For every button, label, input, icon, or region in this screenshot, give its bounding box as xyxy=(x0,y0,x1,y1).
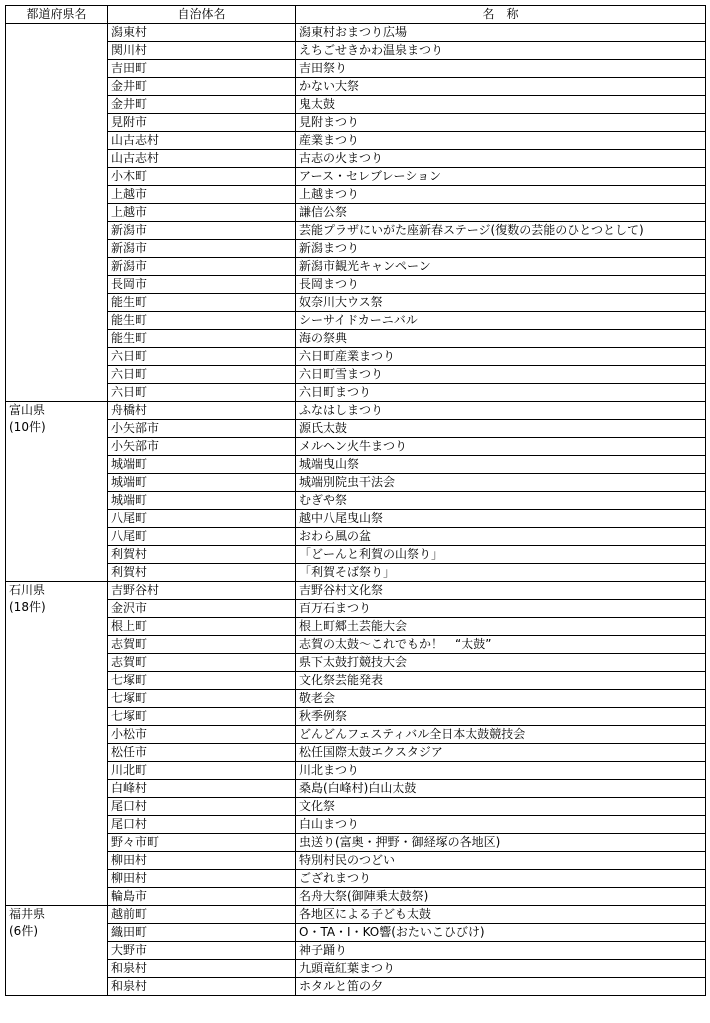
table-row xyxy=(6,726,706,744)
prefecture-cell xyxy=(6,582,108,906)
table-row xyxy=(6,834,706,852)
municipality-cell: 金井町 xyxy=(108,96,296,114)
prefecture-cell xyxy=(6,906,108,996)
table-row xyxy=(6,60,706,78)
municipality-cell: 城端町 xyxy=(108,474,296,492)
municipality-cell: 見附市 xyxy=(108,114,296,132)
event-name-cell: 吉田祭り xyxy=(296,60,706,78)
municipality-cell: 越前町 xyxy=(108,906,296,924)
event-name-cell: 「どーんと利賀の山祭り」 xyxy=(296,546,706,564)
municipality-cell: 六日町 xyxy=(108,348,296,366)
event-name-cell: 源氏太鼓 xyxy=(296,420,706,438)
municipality-cell: 柳田村 xyxy=(108,870,296,888)
municipality-cell: 八尾町 xyxy=(108,528,296,546)
municipality-cell: 能生町 xyxy=(108,294,296,312)
municipality-cell: 七塚町 xyxy=(108,708,296,726)
municipality-cell: 吉野谷村 xyxy=(108,582,296,600)
event-name-cell: 長岡まつり xyxy=(296,276,706,294)
event-name-cell: 志賀の太鼓～これでもか！ “太鼓” xyxy=(296,636,706,654)
municipality-cell: 金井町 xyxy=(108,78,296,96)
header-event-name: 名 称 xyxy=(296,6,706,24)
table-row xyxy=(6,348,706,366)
municipality-cell: 小松市 xyxy=(108,726,296,744)
table-row xyxy=(6,564,706,582)
municipality-cell: 上越市 xyxy=(108,204,296,222)
municipality-cell: 白峰村 xyxy=(108,780,296,798)
municipality-cell: 長岡市 xyxy=(108,276,296,294)
event-name-cell: 鬼太鼓 xyxy=(296,96,706,114)
event-name-cell: 川北まつり xyxy=(296,762,706,780)
table-row xyxy=(6,78,706,96)
event-name-cell: 産業まつり xyxy=(296,132,706,150)
municipality-cell: 野々市町 xyxy=(108,834,296,852)
table-row xyxy=(6,186,706,204)
table-row xyxy=(6,222,706,240)
prefecture-name: 富山県 xyxy=(9,403,46,417)
municipality-cell: 上越市 xyxy=(108,186,296,204)
table-row xyxy=(6,960,706,978)
event-name-cell: 白山まつり xyxy=(296,816,706,834)
event-name-cell: 文化祭 xyxy=(296,798,706,816)
municipality-cell: 城端町 xyxy=(108,492,296,510)
table-row xyxy=(6,474,706,492)
event-name-cell: かない大祭 xyxy=(296,78,706,96)
municipality-cell: 吉田町 xyxy=(108,60,296,78)
prefecture-count: (18件) xyxy=(9,600,46,614)
table-row xyxy=(6,438,706,456)
event-name-cell: 松任国際太鼓エクスタジア xyxy=(296,744,706,762)
table-row xyxy=(6,942,706,960)
table-row xyxy=(6,906,706,924)
event-name-cell: 見附まつり xyxy=(296,114,706,132)
festival-table xyxy=(5,5,706,996)
table-row xyxy=(6,762,706,780)
table-row xyxy=(6,42,706,60)
prefecture-cell xyxy=(6,402,108,582)
event-name-cell: アース・セレブレーション xyxy=(296,168,706,186)
event-name-cell: 六日町雪まつり xyxy=(296,366,706,384)
municipality-cell: 志賀町 xyxy=(108,636,296,654)
event-name-cell: えちごせきかわ温泉まつり xyxy=(296,42,706,60)
municipality-cell: 利賀村 xyxy=(108,546,296,564)
municipality-cell: 山古志村 xyxy=(108,132,296,150)
table-row xyxy=(6,366,706,384)
event-name-cell: 新潟市観光キャンペーン xyxy=(296,258,706,276)
municipality-cell: 能生町 xyxy=(108,312,296,330)
table-row xyxy=(6,402,706,420)
event-name-cell: 新潟まつり xyxy=(296,240,706,258)
table-row xyxy=(6,690,706,708)
event-name-cell: 文化祭芸能発表 xyxy=(296,672,706,690)
municipality-cell: 根上町 xyxy=(108,618,296,636)
municipality-cell: 小矢部市 xyxy=(108,438,296,456)
event-name-cell: 「利賀そば祭り」 xyxy=(296,564,706,582)
prefecture-count: (6件) xyxy=(9,924,38,938)
table-row xyxy=(6,636,706,654)
table-row xyxy=(6,600,706,618)
table-row xyxy=(6,708,706,726)
table-row xyxy=(6,420,706,438)
municipality-cell: 織田町 xyxy=(108,924,296,942)
header-prefecture: 都道府県名 xyxy=(6,6,108,24)
table-row xyxy=(6,654,706,672)
event-name-cell: 奴奈川大ウス祭 xyxy=(296,294,706,312)
table-row xyxy=(6,528,706,546)
event-name-cell: 越中八尾曳山祭 xyxy=(296,510,706,528)
event-name-cell: むぎや祭 xyxy=(296,492,706,510)
municipality-cell: 七塚町 xyxy=(108,672,296,690)
event-name-cell: 桑島(白峰村)白山太鼓 xyxy=(296,780,706,798)
table-row xyxy=(6,24,706,42)
event-name-cell: 六日町まつり xyxy=(296,384,706,402)
municipality-cell: 新潟市 xyxy=(108,258,296,276)
event-name-cell: 虫送り(富奥・押野・御経塚の各地区) xyxy=(296,834,706,852)
table-row xyxy=(6,978,706,996)
municipality-cell: 利賀村 xyxy=(108,564,296,582)
table-row xyxy=(6,582,706,600)
table-row xyxy=(6,204,706,222)
event-name-cell: 城端曳山祭 xyxy=(296,456,706,474)
event-name-cell: 神子踊り xyxy=(296,942,706,960)
event-name-cell: メルヘン火牛まつり xyxy=(296,438,706,456)
event-name-cell: 古志の火まつり xyxy=(296,150,706,168)
event-name-cell: 敬老会 xyxy=(296,690,706,708)
event-name-cell: O・TA・I・KO響(おたいこひびけ) xyxy=(296,924,706,942)
event-name-cell: 吉野谷村文化祭 xyxy=(296,582,706,600)
municipality-cell: 六日町 xyxy=(108,384,296,402)
event-name-cell: どんどんフェスティバル全日本太鼓競技会 xyxy=(296,726,706,744)
event-name-cell: 九頭竜紅葉まつり xyxy=(296,960,706,978)
municipality-cell: 潟東村 xyxy=(108,24,296,42)
event-name-cell: 名舟大祭(御陣乗太鼓祭) xyxy=(296,888,706,906)
municipality-cell: 松任市 xyxy=(108,744,296,762)
prefecture-cell xyxy=(6,24,108,402)
prefecture-name: 福井県 xyxy=(9,907,46,921)
event-name-cell: 芸能プラザにいがた座新春ステージ(復数の芸能のひとつとして) xyxy=(296,222,706,240)
municipality-cell: 大野市 xyxy=(108,942,296,960)
table-row xyxy=(6,510,706,528)
table-row xyxy=(6,456,706,474)
municipality-cell: 六日町 xyxy=(108,366,296,384)
table-row xyxy=(6,150,706,168)
table-row xyxy=(6,888,706,906)
table-row xyxy=(6,672,706,690)
table-row xyxy=(6,618,706,636)
table-row xyxy=(6,852,706,870)
municipality-cell: 小矢部市 xyxy=(108,420,296,438)
event-name-cell: 潟東村おまつり広場 xyxy=(296,24,706,42)
table-row xyxy=(6,924,706,942)
municipality-cell: 和泉村 xyxy=(108,978,296,996)
table-row xyxy=(6,294,706,312)
municipality-cell: 尾口村 xyxy=(108,798,296,816)
table-row xyxy=(6,258,706,276)
municipality-cell: 新潟市 xyxy=(108,222,296,240)
municipality-cell: 川北町 xyxy=(108,762,296,780)
table-row xyxy=(6,816,706,834)
event-name-cell: 六日町産業まつり xyxy=(296,348,706,366)
table-row xyxy=(6,492,706,510)
event-name-cell: ござれまつり xyxy=(296,870,706,888)
event-name-cell: ホタルと笛の夕 xyxy=(296,978,706,996)
event-name-cell: 各地区による子ども太鼓 xyxy=(296,906,706,924)
table-row xyxy=(6,168,706,186)
table-row xyxy=(6,546,706,564)
municipality-cell: 尾口村 xyxy=(108,816,296,834)
event-name-cell: 秋季例祭 xyxy=(296,708,706,726)
prefecture-name: 石川県 xyxy=(9,583,46,597)
table-row xyxy=(6,330,706,348)
event-name-cell: 特別村民のつどい xyxy=(296,852,706,870)
header-row xyxy=(6,6,706,24)
table-row xyxy=(6,114,706,132)
event-name-cell: 城端別院虫干法会 xyxy=(296,474,706,492)
event-name-cell: シーサイドカーニバル xyxy=(296,312,706,330)
event-name-cell: 謙信公祭 xyxy=(296,204,706,222)
municipality-cell: 金沢市 xyxy=(108,600,296,618)
table-row xyxy=(6,744,706,762)
event-name-cell: 百万石まつり xyxy=(296,600,706,618)
event-name-cell: おわら風の盆 xyxy=(296,528,706,546)
table-body xyxy=(6,24,706,996)
municipality-cell: 輪島市 xyxy=(108,888,296,906)
event-name-cell: 県下太鼓打競技大会 xyxy=(296,654,706,672)
event-name-cell: 上越まつり xyxy=(296,186,706,204)
table-row xyxy=(6,312,706,330)
municipality-cell: 八尾町 xyxy=(108,510,296,528)
municipality-cell: 新潟市 xyxy=(108,240,296,258)
prefecture-count: (10件) xyxy=(9,420,46,434)
table-row xyxy=(6,132,706,150)
table-row xyxy=(6,276,706,294)
table-row xyxy=(6,870,706,888)
table-row xyxy=(6,780,706,798)
municipality-cell: 志賀町 xyxy=(108,654,296,672)
municipality-cell: 城端町 xyxy=(108,456,296,474)
header-municipality: 自治体名 xyxy=(108,6,296,24)
table-row xyxy=(6,240,706,258)
municipality-cell: 関川村 xyxy=(108,42,296,60)
municipality-cell: 和泉村 xyxy=(108,960,296,978)
municipality-cell: 七塚町 xyxy=(108,690,296,708)
municipality-cell: 山古志村 xyxy=(108,150,296,168)
municipality-cell: 舟橋村 xyxy=(108,402,296,420)
table-row xyxy=(6,798,706,816)
table-row xyxy=(6,384,706,402)
event-name-cell: 根上町郷土芸能大会 xyxy=(296,618,706,636)
table-row xyxy=(6,96,706,114)
municipality-cell: 能生町 xyxy=(108,330,296,348)
event-name-cell: 海の祭典 xyxy=(296,330,706,348)
municipality-cell: 柳田村 xyxy=(108,852,296,870)
municipality-cell: 小木町 xyxy=(108,168,296,186)
event-name-cell: ふなはしまつり xyxy=(296,402,706,420)
